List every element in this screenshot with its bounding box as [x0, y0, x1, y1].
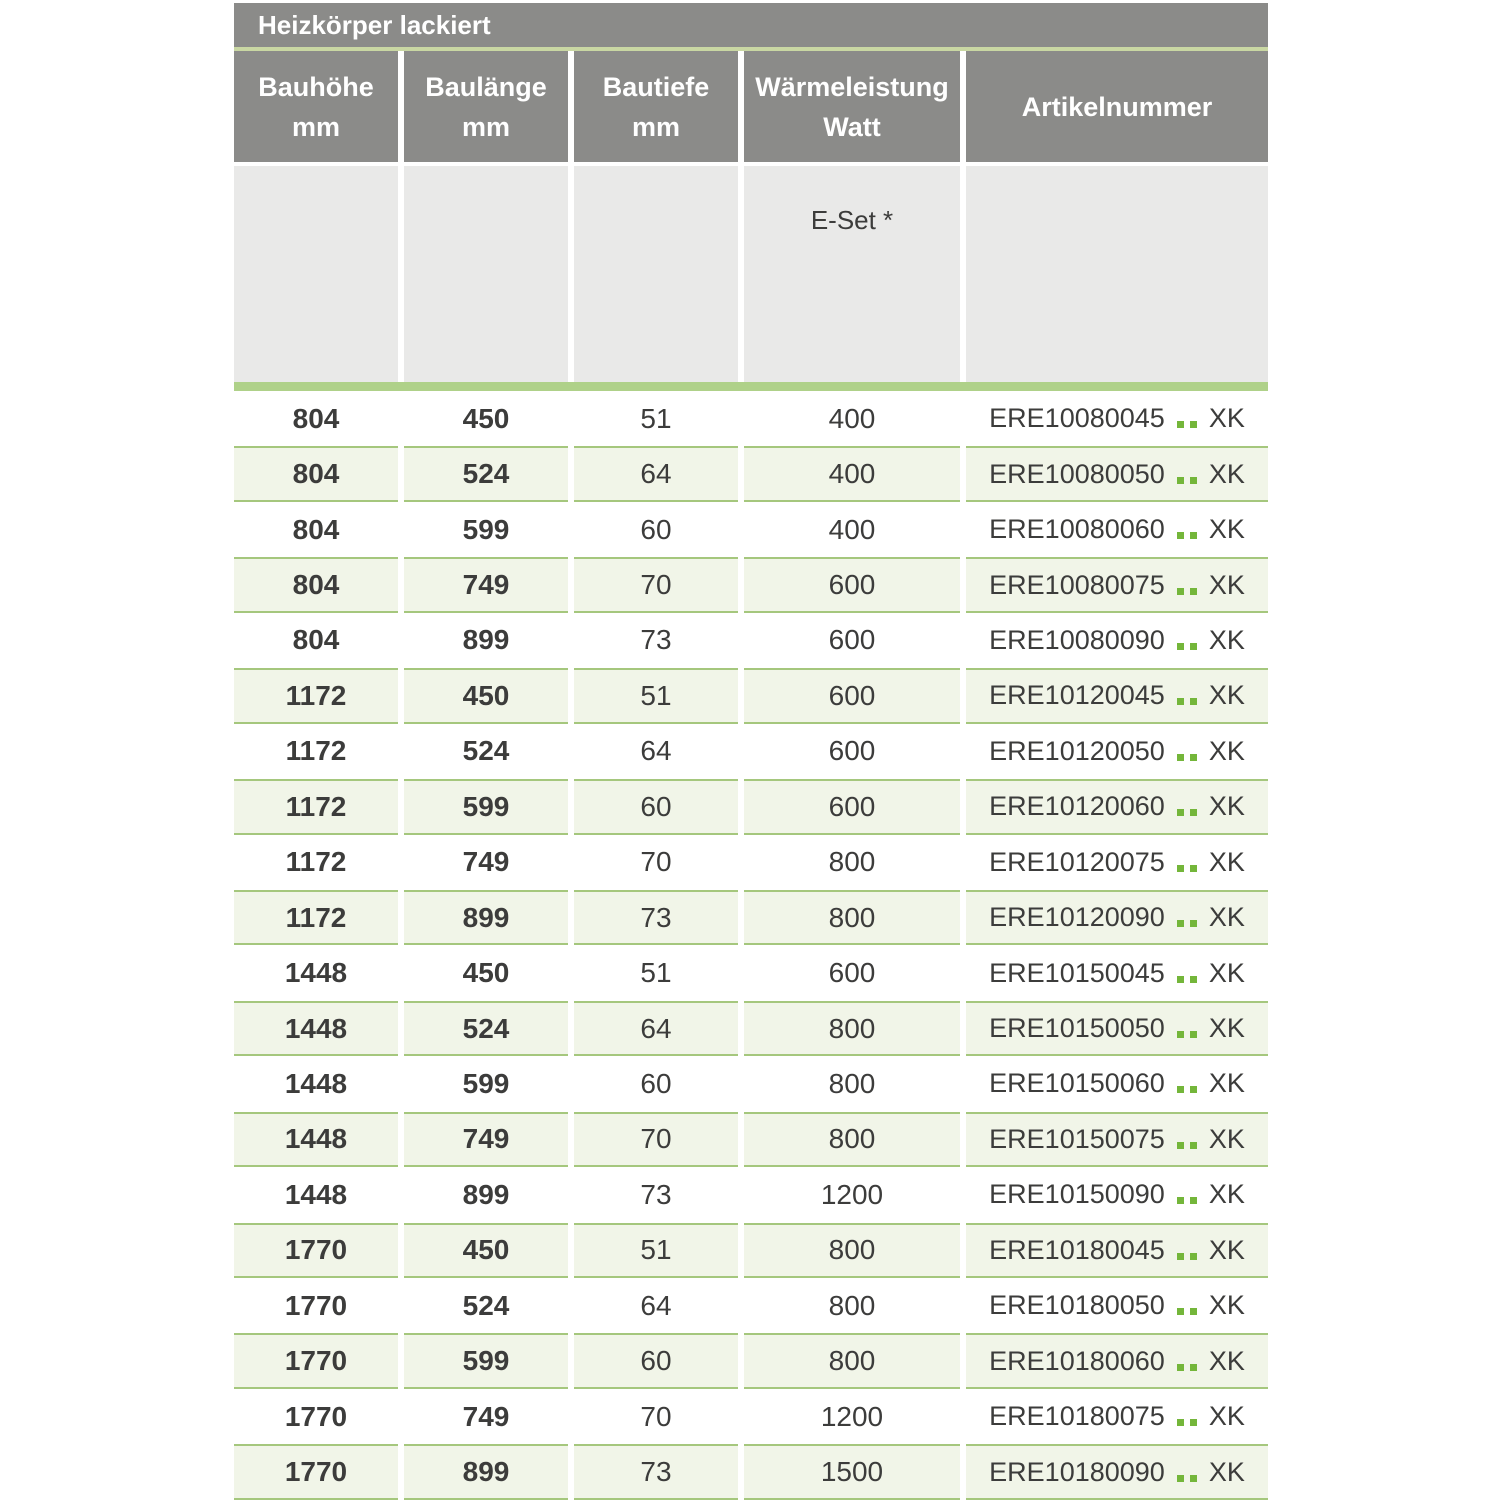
placeholder-dot-icon	[1177, 1308, 1184, 1315]
baulaenge-value: 450	[404, 1223, 568, 1278]
placeholder-dot-icon	[1190, 698, 1197, 705]
subheader-cell-bauhoehe	[234, 166, 398, 382]
bauhoehe-value: 1448	[234, 1112, 398, 1167]
placeholder-dot-icon	[1177, 1197, 1184, 1204]
watt-value: 800	[744, 1112, 960, 1167]
bautiefe-value: 60	[640, 513, 672, 545]
column-header-unit: mm	[461, 111, 510, 142]
artikelnummer-suffix: XK	[1208, 514, 1245, 545]
table-row	[234, 1223, 1268, 1278]
placeholder-dot-icon	[1177, 1142, 1184, 1149]
column-header-bauhoehe	[234, 51, 398, 162]
artikelnummer-prefix: ERE10150075	[989, 1123, 1165, 1154]
artikelnummer-value	[966, 1167, 1268, 1222]
table-row	[234, 724, 1268, 779]
column-header-unit: Watt	[823, 111, 881, 142]
column-header-bautiefe	[574, 51, 738, 162]
table-row	[234, 890, 1268, 945]
bauhoehe-value: 1172	[234, 779, 398, 834]
bautiefe-value: 70	[574, 557, 738, 612]
placeholder-dot-icon	[1177, 754, 1184, 761]
bauhoehe-value: 1770	[284, 1289, 348, 1321]
artikelnummer-suffix: XK	[1208, 1123, 1245, 1154]
bauhoehe-value: 1172	[234, 668, 398, 723]
artikelnummer-value	[966, 1278, 1268, 1333]
bauhoehe-value: 1172	[285, 846, 347, 878]
subheader-cell-baulaenge	[404, 166, 568, 382]
bautiefe-value: 51	[640, 402, 672, 434]
placeholder-dot-icon	[1190, 920, 1197, 927]
column-header-baulaenge	[404, 51, 568, 162]
artikelnummer-value	[966, 1333, 1268, 1388]
table-row	[234, 391, 1268, 446]
artikelnummer-value	[966, 724, 1268, 779]
bautiefe-value: 73	[640, 1178, 672, 1210]
artikelnummer-suffix: XK	[1208, 569, 1245, 600]
bautiefe-value: 51	[574, 1223, 738, 1278]
bautiefe-value: 51	[574, 668, 738, 723]
bautiefe-value: 70	[640, 1400, 672, 1432]
bauhoehe-value: 1448	[284, 1067, 348, 1099]
artikelnummer-value	[966, 835, 1268, 890]
bautiefe-value: 64	[640, 735, 672, 767]
placeholder-dot-icon	[1190, 588, 1197, 595]
bauhoehe-value: 804	[292, 402, 340, 434]
watt-value: 600	[828, 957, 876, 989]
table-title-bar	[234, 3, 1268, 47]
placeholder-dot-icon	[1190, 1419, 1197, 1426]
artikelnummer-value	[966, 1389, 1268, 1444]
artikelnummer-prefix: ERE10080090	[989, 624, 1165, 655]
baulaenge-value: 524	[462, 735, 510, 767]
placeholder-dot-icon	[1190, 1086, 1197, 1093]
bauhoehe-value: 1448	[284, 1178, 348, 1210]
table-row	[234, 446, 1268, 501]
watt-value: 600	[828, 735, 876, 767]
artikelnummer-value	[966, 668, 1268, 723]
placeholder-dot-icon	[1177, 421, 1184, 428]
bautiefe-value: 64	[574, 1001, 738, 1056]
baulaenge-value: 749	[462, 1400, 510, 1432]
bautiefe-value: 60	[640, 1067, 672, 1099]
artikelnummer-suffix: XK	[1208, 1234, 1245, 1265]
artikelnummer-prefix: ERE10150090	[989, 1179, 1165, 1210]
artikelnummer-prefix: ERE10180075	[989, 1401, 1165, 1432]
watt-value: 1200	[820, 1178, 884, 1210]
baulaenge-value: 599	[404, 1333, 568, 1388]
placeholder-dot-icon	[1190, 532, 1197, 539]
baulaenge-value: 450	[462, 957, 510, 989]
artikelnummer-suffix: XK	[1208, 1068, 1245, 1099]
baulaenge-value: 899	[462, 1178, 510, 1210]
placeholder-dot-icon	[1177, 643, 1184, 650]
placeholder-dot-icon	[1177, 532, 1184, 539]
placeholder-dot-icon	[1190, 1475, 1197, 1482]
artikelnummer-value	[966, 391, 1268, 446]
watt-value: 600	[744, 557, 960, 612]
baulaenge-value: 524	[462, 1289, 510, 1321]
baulaenge-value: 899	[404, 1444, 568, 1499]
watt-value: 600	[744, 668, 960, 723]
artikelnummer-prefix: ERE10150045	[989, 957, 1165, 988]
placeholder-dot-icon	[1177, 477, 1184, 484]
subheader-cell-bautiefe	[574, 166, 738, 382]
table-row	[234, 835, 1268, 890]
column-header-label: Bautiefe	[602, 71, 710, 102]
baulaenge-value: 450	[404, 668, 568, 723]
artikelnummer-value	[966, 1444, 1268, 1499]
artikelnummer-value	[966, 502, 1268, 557]
column-header-waermeleistung	[744, 51, 960, 162]
placeholder-dot-icon	[1190, 477, 1197, 484]
artikelnummer-value	[966, 557, 1268, 612]
artikelnummer-prefix: ERE10080045	[989, 403, 1165, 434]
bautiefe-value: 51	[640, 957, 672, 989]
bautiefe-value: 64	[640, 1289, 672, 1321]
artikelnummer-suffix: XK	[1208, 791, 1245, 822]
artikelnummer-value	[966, 1223, 1268, 1278]
bauhoehe-value: 1172	[234, 890, 398, 945]
artikelnummer-prefix: ERE10150060	[989, 1068, 1165, 1099]
product-table	[234, 3, 1268, 1500]
bauhoehe-value: 1770	[284, 1400, 348, 1432]
table-row	[234, 1444, 1268, 1499]
table-row	[234, 1112, 1268, 1167]
artikelnummer-value	[966, 1112, 1268, 1167]
table-row	[234, 1389, 1268, 1444]
table-row	[234, 1001, 1268, 1056]
bautiefe-value: 73	[640, 624, 672, 656]
watt-value: 400	[828, 513, 876, 545]
table-rows	[234, 391, 1268, 1500]
bauhoehe-value: 804	[292, 513, 340, 545]
watt-value: 1200	[820, 1400, 884, 1432]
baulaenge-value: 524	[404, 446, 568, 501]
artikelnummer-prefix: ERE10120050	[989, 735, 1165, 766]
artikelnummer-prefix: ERE10120075	[989, 846, 1165, 877]
table-row	[234, 1167, 1268, 1222]
baulaenge-value: 749	[462, 846, 510, 878]
artikelnummer-prefix: ERE10120090	[989, 902, 1165, 933]
baulaenge-value: 524	[404, 1001, 568, 1056]
watt-value: 800	[744, 1333, 960, 1388]
artikelnummer-suffix: XK	[1208, 1290, 1245, 1321]
placeholder-dot-icon	[1190, 421, 1197, 428]
artikelnummer-suffix: XK	[1208, 846, 1245, 877]
bautiefe-value: 64	[574, 446, 738, 501]
artikelnummer-prefix: ERE10150050	[989, 1013, 1165, 1044]
watt-value: 800	[828, 1067, 876, 1099]
bauhoehe-value: 804	[292, 624, 340, 656]
baulaenge-value: 599	[462, 1067, 510, 1099]
placeholder-dot-icon	[1190, 1197, 1197, 1204]
artikelnummer-value	[966, 1056, 1268, 1111]
table-row	[234, 502, 1268, 557]
placeholder-dot-icon	[1177, 920, 1184, 927]
artikelnummer-suffix: XK	[1208, 1013, 1245, 1044]
watt-value: 800	[744, 890, 960, 945]
bautiefe-value: 70	[640, 846, 672, 878]
bauhoehe-value: 1448	[284, 957, 348, 989]
artikelnummer-prefix: ERE10080050	[989, 458, 1165, 489]
column-header-unit: mm	[631, 111, 680, 142]
artikelnummer-prefix: ERE10180090	[989, 1456, 1165, 1487]
subheader-cell-eset	[744, 166, 960, 382]
placeholder-dot-icon	[1190, 1142, 1197, 1149]
artikelnummer-value	[966, 1001, 1268, 1056]
watt-value: 800	[744, 1223, 960, 1278]
column-header-label: Artikelnummer	[1021, 91, 1213, 122]
bautiefe-value: 73	[574, 1444, 738, 1499]
artikelnummer-prefix: ERE10120045	[989, 680, 1165, 711]
artikelnummer-prefix: ERE10180050	[989, 1290, 1165, 1321]
artikelnummer-suffix: XK	[1208, 902, 1245, 933]
table-row	[234, 779, 1268, 834]
artikelnummer-value	[966, 446, 1268, 501]
artikelnummer-prefix: ERE10180060	[989, 1345, 1165, 1376]
baulaenge-value: 749	[404, 557, 568, 612]
watt-value: 800	[828, 1289, 876, 1321]
table-row	[234, 557, 1268, 612]
artikelnummer-suffix: XK	[1208, 957, 1245, 988]
table-title: Heizkörper lackiert	[258, 9, 491, 40]
bauhoehe-value: 1770	[234, 1444, 398, 1499]
bautiefe-value: 70	[574, 1112, 738, 1167]
artikelnummer-suffix: XK	[1208, 1179, 1245, 1210]
placeholder-dot-icon	[1177, 809, 1184, 816]
table-row	[234, 945, 1268, 1000]
baulaenge-value: 599	[404, 779, 568, 834]
bautiefe-value: 60	[574, 779, 738, 834]
bauhoehe-value: 1448	[234, 1001, 398, 1056]
artikelnummer-suffix: XK	[1208, 624, 1245, 655]
baulaenge-value: 749	[404, 1112, 568, 1167]
artikelnummer-suffix: XK	[1208, 1456, 1245, 1487]
artikelnummer-suffix: XK	[1208, 403, 1245, 434]
placeholder-dot-icon	[1177, 1031, 1184, 1038]
column-header-artikelnummer	[966, 51, 1268, 162]
subheader-row	[234, 166, 1268, 382]
placeholder-dot-icon	[1190, 809, 1197, 816]
artikelnummer-value	[966, 890, 1268, 945]
watt-value: 600	[828, 624, 876, 656]
artikelnummer-suffix: XK	[1208, 1401, 1245, 1432]
artikelnummer-prefix: ERE10180045	[989, 1234, 1165, 1265]
table-row	[234, 613, 1268, 668]
column-header-label: Wärmeleistung	[755, 71, 949, 102]
watt-value: 800	[744, 1001, 960, 1056]
bauhoehe-value: 1770	[234, 1333, 398, 1388]
baulaenge-value: 450	[462, 402, 510, 434]
eset-label: E-Set *	[810, 205, 894, 235]
watt-value: 600	[744, 779, 960, 834]
placeholder-dot-icon	[1177, 1419, 1184, 1426]
column-header-label: Baulänge	[425, 71, 547, 102]
artikelnummer-suffix: XK	[1208, 1345, 1245, 1376]
placeholder-dot-icon	[1177, 1086, 1184, 1093]
artikelnummer-prefix: ERE10120060	[989, 791, 1165, 822]
column-header-unit: mm	[291, 111, 340, 142]
watt-value: 1500	[744, 1444, 960, 1499]
artikelnummer-prefix: ERE10080075	[989, 569, 1165, 600]
watt-value: 400	[828, 402, 876, 434]
table-row	[234, 1333, 1268, 1388]
artikelnummer-value	[966, 779, 1268, 834]
placeholder-dot-icon	[1190, 865, 1197, 872]
artikelnummer-value	[966, 613, 1268, 668]
baulaenge-value: 599	[462, 513, 510, 545]
header-separator-bar	[234, 382, 1268, 391]
artikelnummer-suffix: XK	[1208, 735, 1245, 766]
placeholder-dot-icon	[1177, 1364, 1184, 1371]
artikelnummer-value	[966, 945, 1268, 1000]
placeholder-dot-icon	[1190, 754, 1197, 761]
table-row	[234, 1056, 1268, 1111]
placeholder-dot-icon	[1190, 1364, 1197, 1371]
placeholder-dot-icon	[1190, 1253, 1197, 1260]
baulaenge-value: 899	[462, 624, 510, 656]
watt-value: 800	[828, 846, 876, 878]
placeholder-dot-icon	[1190, 1308, 1197, 1315]
subheader-cell-artikelnummer	[966, 166, 1268, 382]
bautiefe-value: 73	[574, 890, 738, 945]
placeholder-dot-icon	[1177, 698, 1184, 705]
bautiefe-value: 60	[574, 1333, 738, 1388]
baulaenge-value: 899	[404, 890, 568, 945]
bauhoehe-value: 1172	[285, 735, 347, 767]
column-header-label: Bauhöhe	[258, 71, 374, 102]
placeholder-dot-icon	[1177, 1475, 1184, 1482]
placeholder-dot-icon	[1190, 643, 1197, 650]
placeholder-dot-icon	[1190, 1031, 1197, 1038]
placeholder-dot-icon	[1177, 976, 1184, 983]
placeholder-dot-icon	[1190, 976, 1197, 983]
artikelnummer-suffix: XK	[1208, 458, 1245, 489]
bauhoehe-value: 804	[234, 557, 398, 612]
bauhoehe-value: 1770	[234, 1223, 398, 1278]
watt-value: 400	[744, 446, 960, 501]
placeholder-dot-icon	[1177, 1253, 1184, 1260]
artikelnummer-prefix: ERE10080060	[989, 514, 1165, 545]
bauhoehe-value: 804	[234, 446, 398, 501]
placeholder-dot-icon	[1177, 588, 1184, 595]
placeholder-dot-icon	[1177, 865, 1184, 872]
table-row	[234, 1278, 1268, 1333]
artikelnummer-suffix: XK	[1208, 680, 1245, 711]
table-row	[234, 668, 1268, 723]
column-header-row	[234, 51, 1268, 162]
